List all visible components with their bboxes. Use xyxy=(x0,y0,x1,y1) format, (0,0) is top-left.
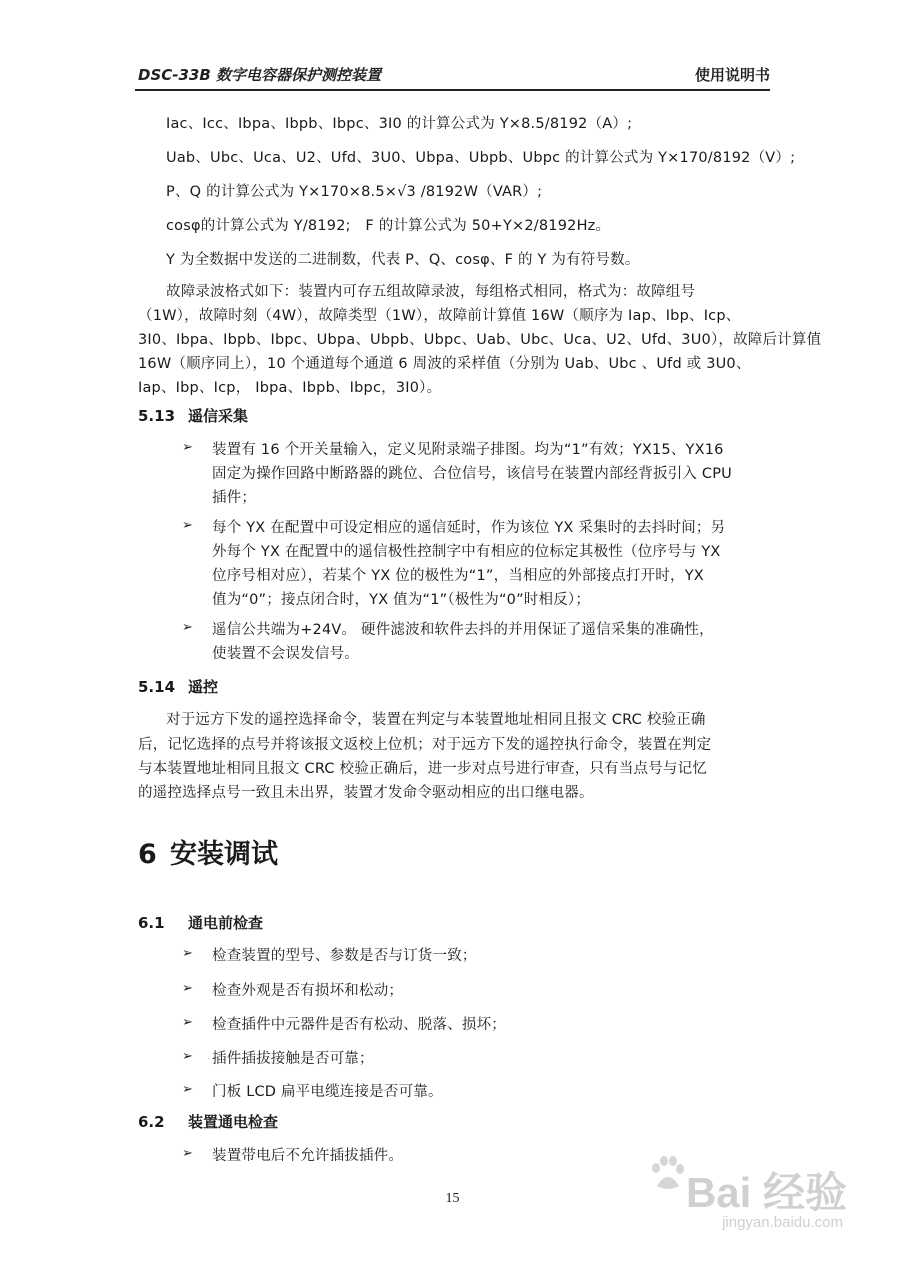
paragraph-line: 对于远方下发的遥控选择命令，装置在判定与本装置地址相同且报文 CRC 校验正确 xyxy=(166,712,706,728)
section-title: 通电前检查 xyxy=(188,914,264,932)
fault-record-line: Iap、Ibp、Icp， Ibpa、Ibpb、Ibpc，3I0）。 xyxy=(138,380,442,396)
section-number: 6.2 xyxy=(138,1113,165,1131)
formula-cos-freq: cosφ的计算公式为 Y/8192; F 的计算公式为 50+Y×2/8192Hz。 xyxy=(166,218,611,234)
bullet-line: 遥信公共端为+24V。 硬件滤波和软件去抖的并用保证了遥信采集的准确性， xyxy=(212,622,714,638)
page-header xyxy=(138,64,770,86)
checklist-item: 检查外观是否有损坏和松动； xyxy=(212,983,404,999)
bullet-line: 每个 YX 在配置中可设定相应的遥信延时，作为该位 YX 采集时的去抖时间；另 xyxy=(212,520,726,536)
formula-voltage: Uab、Ubc、Uca、U2、Ufd、3U0、Ubpa、Ubpb、Ubpc 的计算公式为 Y×170/8192（V）; xyxy=(166,150,796,166)
chapter-6-heading xyxy=(138,832,278,871)
formula-current: Iac、Icc、Ibpa、Ibpb、Ibpc、3I0 的计算公式为 Y×8.5/8192（A）; xyxy=(166,116,633,132)
section-title: 装置通电检查 xyxy=(188,1113,279,1131)
section-6-2-heading xyxy=(138,1111,278,1132)
header-title: DSC-33B 数字电容器保护测控装置 xyxy=(138,66,382,84)
formula-note: Y 为全数据中发送的二进制数，代表 P、Q、cosφ、F 的 Y 为有符号数。 xyxy=(166,252,640,268)
header-rule xyxy=(135,89,770,91)
arrow-bullet-icon: ➢ xyxy=(182,620,193,635)
bullet-line: 装置有 16 个开关量输入，定义见附录端子排图。均为“1”有效；YX15、YX16 xyxy=(212,442,724,458)
paragraph-line: 后，记忆选择的点号并将该报文返校上位机；对于远方下发的遥控执行命令，装置在判定 xyxy=(138,737,712,753)
section-number: 6.1 xyxy=(138,914,165,932)
paragraph-line: 与本装置地址相同且报文 CRC 校验正确后，进一步对点号进行审查，只有当点号与记忆 xyxy=(138,761,708,777)
baidu-paw-icon xyxy=(647,1154,687,1194)
header-manual: 使用说明书 xyxy=(694,66,770,84)
chapter-title: 安装调试 xyxy=(170,839,278,870)
bullet-line: 固定为操作回路中断路器的跳位、合位信号，该信号在装置内部经背扳引入 CPU xyxy=(212,466,732,482)
checklist-item: 检查装置的型号、参数是否与订货一致； xyxy=(212,948,477,964)
arrow-bullet-icon: ➢ xyxy=(182,981,193,996)
arrow-bullet-icon: ➢ xyxy=(182,518,193,533)
arrow-bullet-icon: ➢ xyxy=(182,946,193,961)
checklist-item: 门板 LCD 扁平电缆连接是否可靠。 xyxy=(212,1084,443,1100)
baidu-watermark xyxy=(627,1148,847,1248)
formula-power: P、Q 的计算公式为 Y×170×8.5×√3 /8192W（VAR）; xyxy=(166,184,543,200)
bullet-line: 使装置不会误发信号。 xyxy=(212,646,359,662)
fault-record-line: 16W（顺序同上），10 个通道每个通道 6 周波的采样值（分别为 Uab、Ubc 、Ufd 或 3U0、 xyxy=(138,356,751,372)
bullet-line: 插件； xyxy=(212,490,257,506)
checklist-item: 插件插拔接触是否可靠； xyxy=(212,1051,374,1067)
section-6-1-heading xyxy=(138,912,263,933)
paragraph-line: 的遥控选择点号一致且未出界，装置才发命令驱动相应的出口继电器。 xyxy=(138,785,594,801)
arrow-bullet-icon: ➢ xyxy=(182,1082,193,1097)
chapter-number: 6 xyxy=(138,839,157,870)
checklist-item: 装置带电后不允许插拔插件。 xyxy=(212,1148,404,1164)
section-title: 遥信采集 xyxy=(188,407,249,425)
section-5-14-heading xyxy=(138,676,218,697)
bullet-line: 值为“0”；接点闭合时，YX 值为“1”（极性为“0”时相反）； xyxy=(212,592,591,608)
section-number: 5.14 xyxy=(138,678,176,696)
arrow-bullet-icon: ➢ xyxy=(182,1049,193,1064)
bullet-line: 外每个 YX 在配置中的遥信极性控制字中有相应的位标定其极性（位序号与 YX xyxy=(212,544,721,560)
watermark-url: jingyan.baidu.com xyxy=(722,1214,843,1231)
fault-record-line: 3I0、Ibpa、Ibpb、Ibpc、Ubpa、Ubpb、Ubpc、Uab、Ubc、Uca、U2、Ufd、3U0），故障后计算值 xyxy=(138,332,822,348)
section-5-13-heading xyxy=(138,405,248,426)
section-title: 遥控 xyxy=(188,678,219,696)
page-number: 15 xyxy=(445,1191,460,1206)
section-number: 5.13 xyxy=(138,407,176,425)
fault-record-line: （1W），故障时刻（4W），故障类型（1W），故障前计算值 16W（顺序为 Iap、Ibp、Icp、 xyxy=(138,308,741,324)
arrow-bullet-icon: ➢ xyxy=(182,1015,193,1030)
watermark-brand: Bai 经验 xyxy=(685,1169,847,1216)
bullet-line: 位序号相对应），若某个 YX 位的极性为“1”，当相应的外部接点打开时，YX xyxy=(212,568,704,584)
checklist-item: 检查插件中元器件是否有松动、脱落、损坏； xyxy=(212,1017,506,1033)
arrow-bullet-icon: ➢ xyxy=(182,440,193,455)
fault-record-line: 故障录波格式如下：装置内可存五组故障录波，每组格式相同，格式为：故障组号 xyxy=(166,284,696,300)
arrow-bullet-icon: ➢ xyxy=(182,1146,193,1161)
